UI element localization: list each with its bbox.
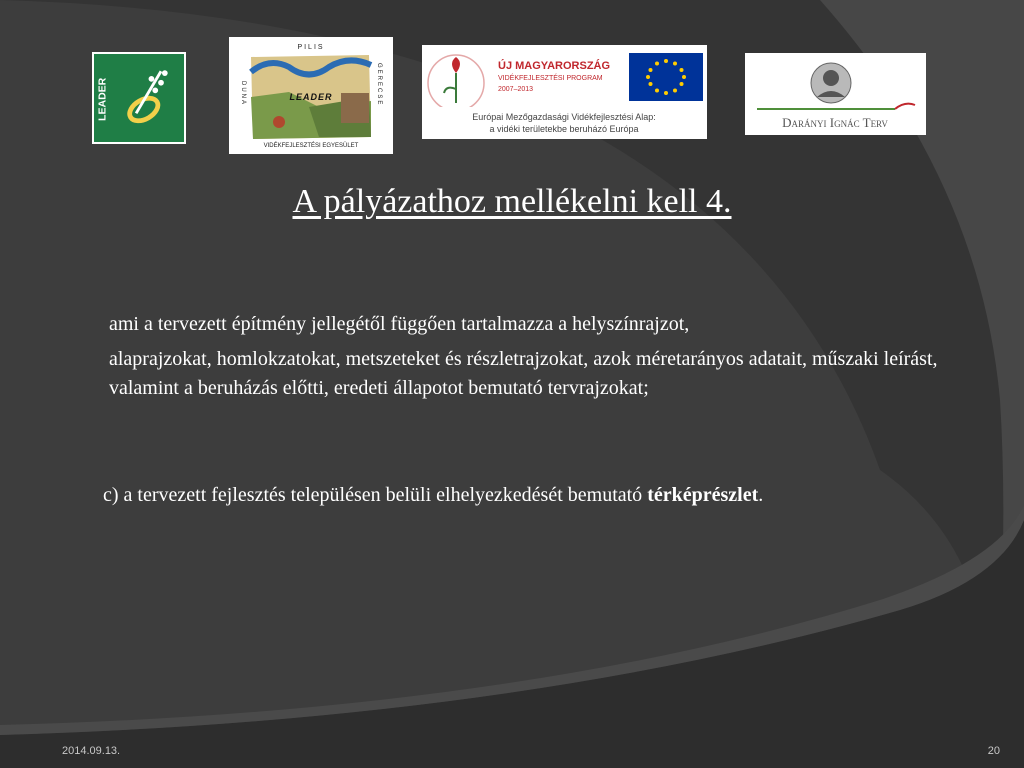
pilis-right-text: GERECSE <box>376 63 382 107</box>
leader-logo-text: LEADER <box>96 77 109 121</box>
footer-page-number: 20 <box>987 745 1000 757</box>
footer-date: 2014.09.13. <box>62 745 121 757</box>
list-item-c-emphasis: térképrészlet <box>647 484 759 506</box>
ujm-title: ÚJ MAGYARORSZÁG <box>498 60 611 72</box>
ujm-eu-slogan: a vidéki területekbe beruházó Európa <box>489 124 639 134</box>
pilis-left-text: DUNA <box>240 81 246 107</box>
leader-logo <box>92 52 186 144</box>
daranyi-logo-text: Darányi Ignác Terv <box>782 115 888 130</box>
ujm-eu-fund-text: Európai Mezőgazdasági Vidékfejlesztési Alap: <box>472 112 656 122</box>
pilis-top-text: PILIS <box>297 44 325 51</box>
ujm-years: 2007–2013 <box>498 86 534 93</box>
list-item-c-end: . <box>758 484 764 506</box>
uj-magyarorszag-eu-logo <box>422 45 707 139</box>
list-item-c <box>103 481 983 510</box>
body-paragraph-1: ami a tervezett építmény jellegétől függően tartalmazza a helyszínrajzot, <box>109 313 690 335</box>
daranyi-portrait-icon <box>811 63 851 103</box>
eu-flag-icon <box>629 53 703 101</box>
leader-emblem-icon <box>94 54 184 142</box>
list-item-c-text: c) a tervezett fejlesztés településen belüli elhelyezkedését bemutató <box>103 484 648 506</box>
ujm-subtitle: VIDÉKFEJLESZTÉSI PROGRAM <box>498 75 603 82</box>
body-paragraph-2: alaprajzokat, homlokzatokat, metszeteket és részletrajzokat, azok méretarányos adatait, műszaki leírást, valamint a beruházás előtti, eredeti állapotot bemutató tervrajzokat; <box>109 348 938 399</box>
slide-body <box>109 310 939 403</box>
pilis-duna-gerecse-logo <box>229 37 393 154</box>
slide-title: A pályázathoz mellékelni kell 4. <box>292 183 732 220</box>
pilis-center-text: LEADER <box>289 92 333 102</box>
daranyi-ignac-terv-logo <box>745 53 926 135</box>
pilis-bottom-text: VIDÉKFEJLESZTÉSI EGYESÜLET <box>263 143 359 149</box>
